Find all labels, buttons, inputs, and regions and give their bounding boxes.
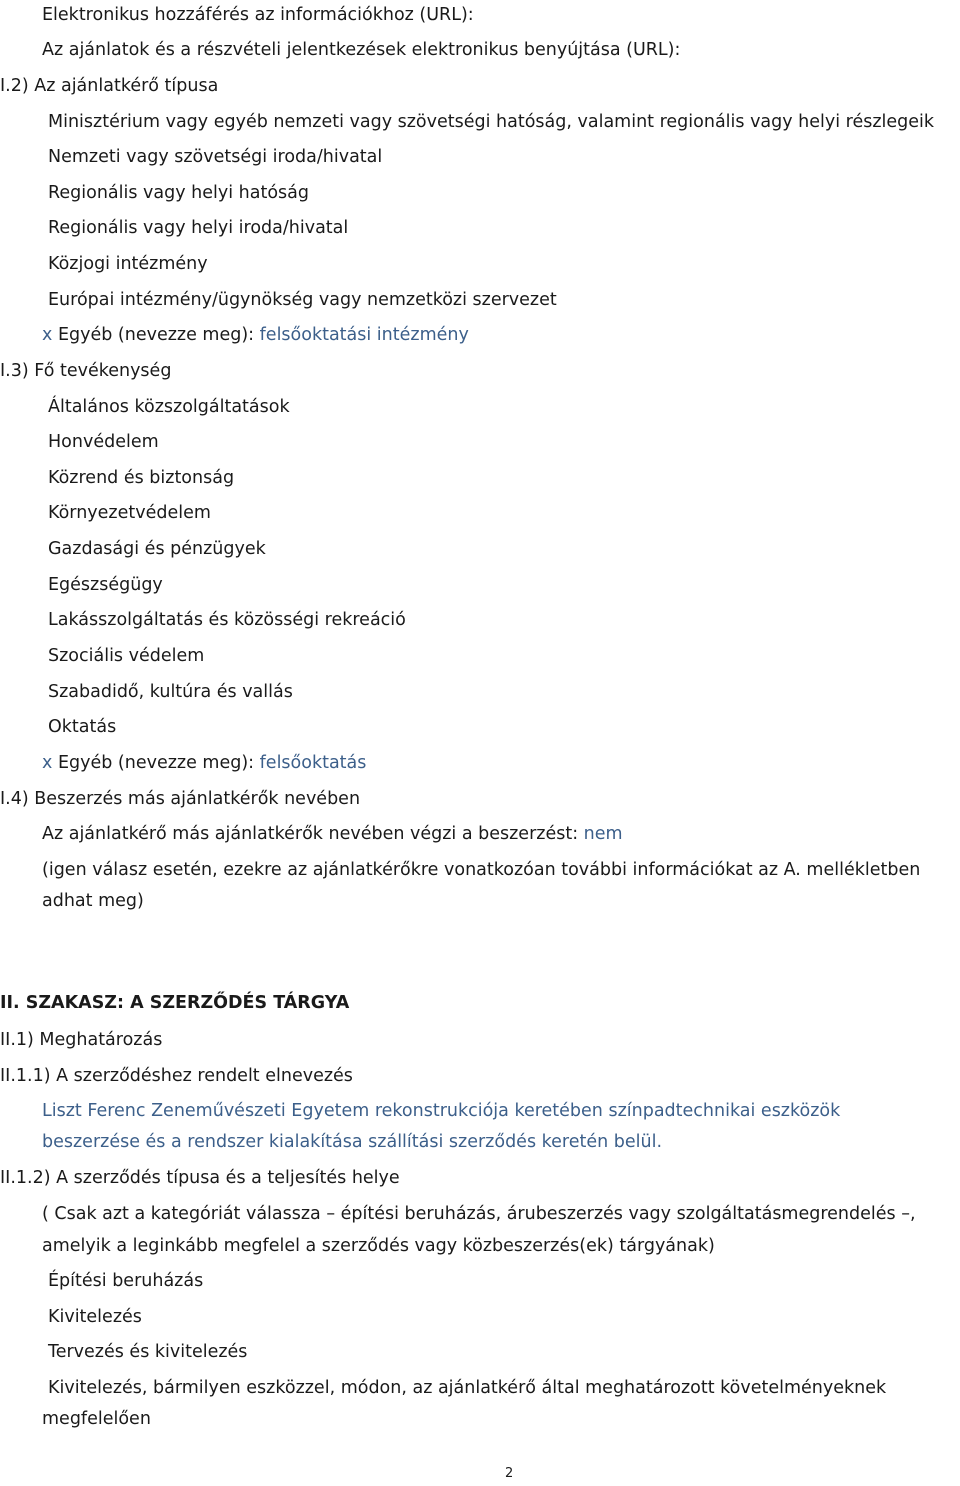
activity-option: Honvédelem [48,432,159,452]
works-option: Tervezés és kivitelezés [48,1342,248,1362]
works-option-continued: megfelelően [42,1409,151,1429]
authority-type-option: Minisztérium vagy egyéb nemzeti vagy szövetségi hatóság, valamint regionális vagy helyi részlegeik [48,112,935,132]
other-label: Egyéb (nevezze meg): [57,753,255,773]
activity-option: Lakásszolgáltatás és közösségi rekreáció [48,610,406,630]
authority-type-option: Közjogi intézmény [48,254,208,274]
contract-name-line: beszerzése és a rendszer kialakítása szállítási szerződés keretén belül. [42,1132,663,1152]
note-line: adhat meg) [42,891,144,911]
works-option: Építési beruházás [48,1271,204,1291]
section-ii1-heading: II.1) Meghatározás [0,1030,163,1050]
checked-mark: x [42,753,53,773]
other-label: Egyéb (nevezze meg): [57,325,255,345]
activity-option: Egészségügy [48,575,163,595]
works-option: Kivitelezés [48,1307,142,1327]
activity-option: Környezetvédelem [48,503,211,523]
submission-url-label: Az ajánlatok és a részvételi jelentkezések elektronikus benyújtása (URL): [42,40,681,60]
authority-type-option: Nemzeti vagy szövetségi iroda/hivatal [48,147,383,167]
section-ii-title: II. SZAKASZ: A SZERZŐDÉS TÁRGYA [0,993,350,1013]
section-ii12-heading: II.1.2) A szerződés típusa és a teljesítés helye [0,1168,400,1188]
activity-other [42,751,366,775]
activity-option: Szociális védelem [48,646,205,666]
activity-option: Általános közszolgáltatások [48,397,290,417]
authority-type-other [42,323,469,347]
answer-value: nem [583,824,623,844]
authority-type-option: Regionális vagy helyi hatóság [48,183,309,203]
section-i4-heading: I.4) Beszerzés más ajánlatkérők nevében [0,789,361,809]
other-value: felsőoktatás [259,753,367,773]
authority-type-option: Európai intézmény/ügynökség vagy nemzetközi szervezet [48,290,557,310]
section-ii11-heading: II.1.1) A szerződéshez rendelt elnevezés [0,1066,353,1086]
page-number: 2 [505,1466,514,1481]
activity-option: Szabadidő, kultúra és vallás [48,682,293,702]
works-option: Kivitelezés, bármilyen eszközzel, módon, az ajánlatkérő által meghatározott követelményeknek [48,1378,887,1398]
joint-procurement-question [42,822,623,846]
note-line: (igen válasz esetén, ezekre az ajánlatkérőkre vonatkozóan további információkat az A. mellékletben [42,860,921,880]
section-i3-heading: I.3) Fő tevékenység [0,361,172,381]
contract-name-line: Liszt Ferenc Zeneművészeti Egyetem rekonstrukciója keretében színpadtechnikai eszközök [42,1101,841,1121]
question-text: Az ajánlatkérő más ajánlatkérők nevében végzi a beszerzést: [42,824,579,844]
instruction-line: amelyik a leginkább megfelel a szerződés vagy közbeszerzés(ek) tárgyának) [42,1236,715,1256]
activity-option: Gazdasági és pénzügyek [48,539,266,559]
access-url-label: Elektronikus hozzáférés az információkhoz (URL): [42,5,474,25]
other-value: felsőoktatási intézmény [259,325,469,345]
section-i2-heading: I.2) Az ajánlatkérő típusa [0,76,219,96]
activity-option: Oktatás [48,717,117,737]
instruction-line: ( Csak azt a kategóriát válassza – építési beruházás, árubeszerzés vagy szolgáltatásmegrendelés –, [42,1204,916,1224]
checked-mark: x [42,325,53,345]
activity-option: Közrend és biztonság [48,468,235,488]
authority-type-option: Regionális vagy helyi iroda/hivatal [48,218,349,238]
